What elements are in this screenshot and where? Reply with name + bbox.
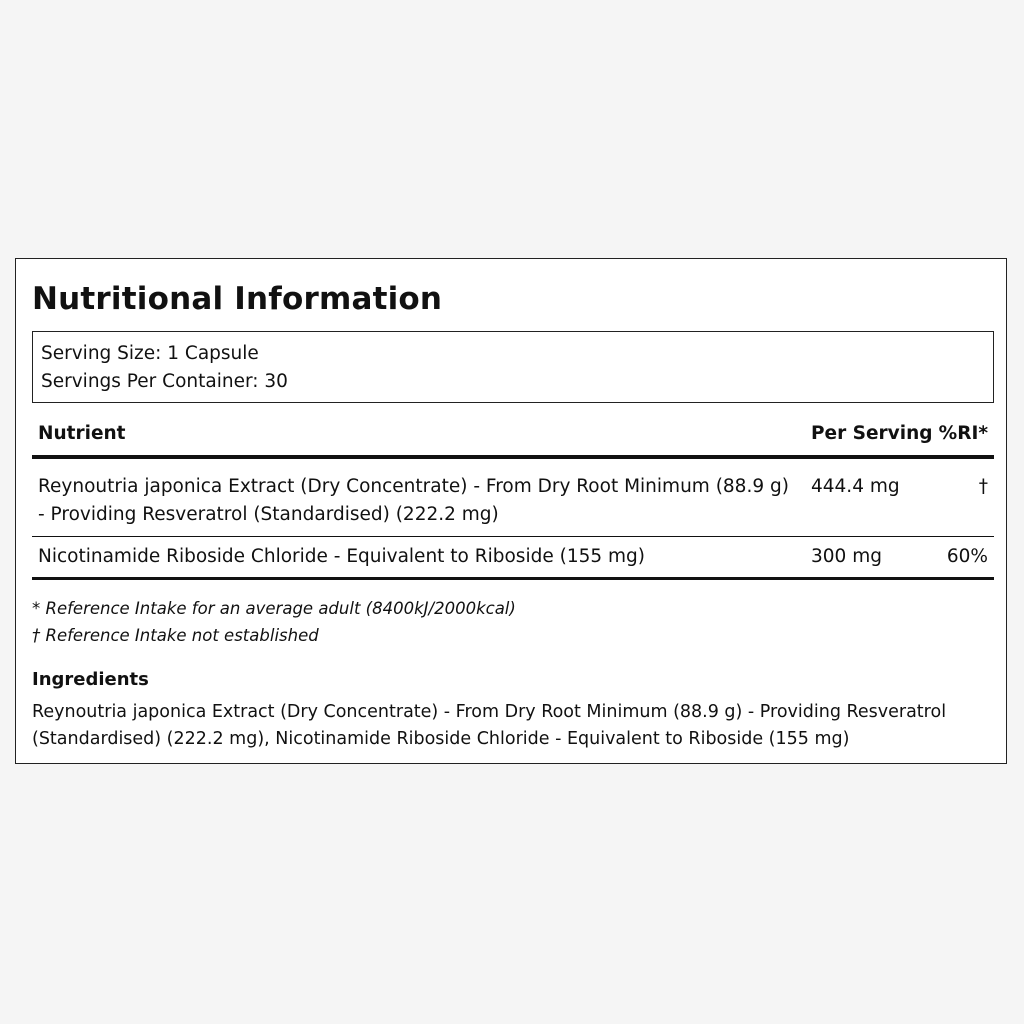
serving-info-box <box>32 331 994 403</box>
serving-size: Serving Size: 1 Capsule <box>41 343 259 364</box>
footnote-reference-intake: * Reference Intake for an average adult (8400kJ/2000kcal) <box>32 599 516 618</box>
nutrition-panel <box>15 258 1007 764</box>
header-nutrient: Nutrient <box>38 423 126 444</box>
header-ri: %RI* <box>938 423 988 444</box>
table-header <box>32 419 994 459</box>
servings-per-container: Servings Per Container: 30 <box>41 371 288 392</box>
footnotes <box>32 595 516 649</box>
nutrient-amount: 444.4 mg <box>811 476 900 497</box>
nutrient-ri: † <box>978 476 988 497</box>
ingredients-text: Reynoutria japonica Extract (Dry Concentrate) - From Dry Root Minimum (88.9 g) - Providing Resveratrol (Standardised) (222.2 mg), Nicotinamide Riboside Chloride - Equivalent to Riboside (155 mg) <box>32 702 947 749</box>
nutrient-ri: 60% <box>946 546 988 567</box>
nutrient-name: Reynoutria japonica Extract (Dry Concentrate) - From Dry Root Minimum (88.9 g) - Providing Resveratrol (Standardised) (222.2 mg) <box>38 476 789 525</box>
nutrient-amount: 300 mg <box>811 546 882 567</box>
nutrient-table <box>32 419 994 580</box>
nutrient-name: Nicotinamide Riboside Chloride - Equivalent to Riboside (155 mg) <box>38 546 645 567</box>
header-per-serving: Per Serving <box>811 423 933 444</box>
table-row <box>32 459 994 537</box>
page-title: Nutritional Information <box>32 281 443 317</box>
ingredients-heading: Ingredients <box>32 669 149 690</box>
table-row <box>32 537 994 580</box>
footnote-not-established: † Reference Intake not established <box>32 626 319 645</box>
